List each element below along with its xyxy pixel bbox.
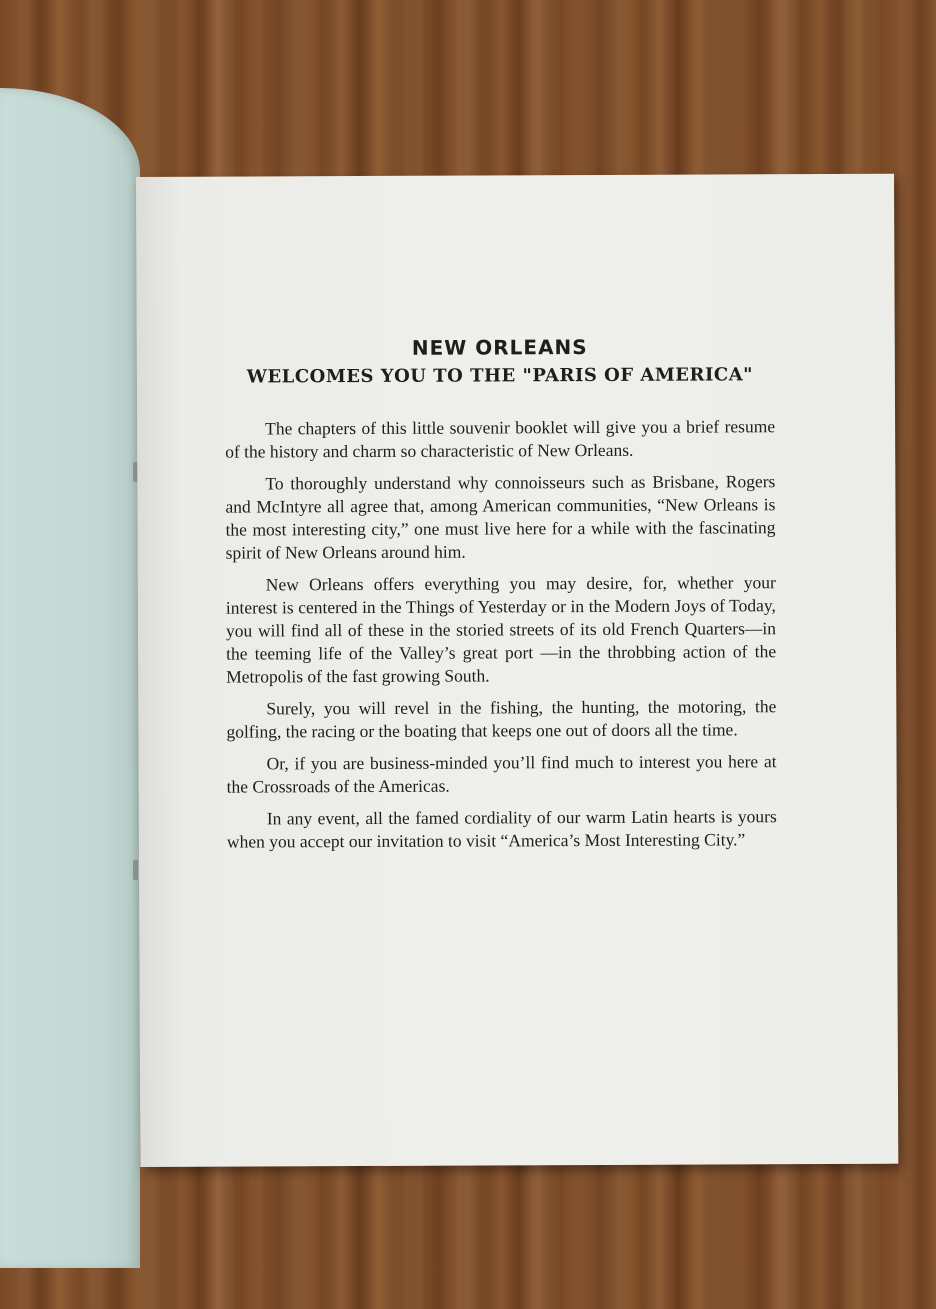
paragraph-business: Or, if you are business-minded you’ll find much to interest you here at the Crossroads of the Americas.	[226, 751, 777, 797]
paragraph-offers: New Orleans offers everything you may desire, for, whether your interest is centered in the Things of Yesterday or in the Modern Joys of Today, you will find all of these in the storied streets of its old French Quarters—in the teeming life of the Valley’s great port —in the throbbing action of the Metropolis of the fast growing South.	[225, 572, 777, 687]
page-content	[225, 334, 777, 862]
booklet-page	[136, 174, 898, 1167]
staple-bottom	[133, 860, 138, 880]
page-subtitle: WELCOMES YOU TO THE "PARIS OF AMERICA"	[246, 364, 754, 388]
paragraph-invitation: In any event, all the famed cordiality of our warm Latin hearts is yours when you accept our invitation to visit “America’s Most Interesting City.”	[226, 806, 777, 852]
page-title: NEW ORLEANS	[411, 335, 588, 360]
paragraph-intro: The chapters of this little souvenir booklet will give you a brief resume of the history and charm so characteristic of New Orleans.	[225, 416, 776, 462]
booklet-back-cover	[0, 88, 140, 1268]
paragraph-connoisseurs: To thoroughly understand why connoisseurs such as Brisbane, Rogers and McIntyre all agree that, among American communities, “New Orleans is the most interesting city,” one must live here for a while with the fascinating spirit of New Orleans around him.	[225, 471, 776, 563]
paragraph-outdoors: Surely, you will revel in the fishing, the hunting, the motoring, the golfing, the racing or the boating that keeps one out of doors all the time.	[226, 696, 777, 742]
